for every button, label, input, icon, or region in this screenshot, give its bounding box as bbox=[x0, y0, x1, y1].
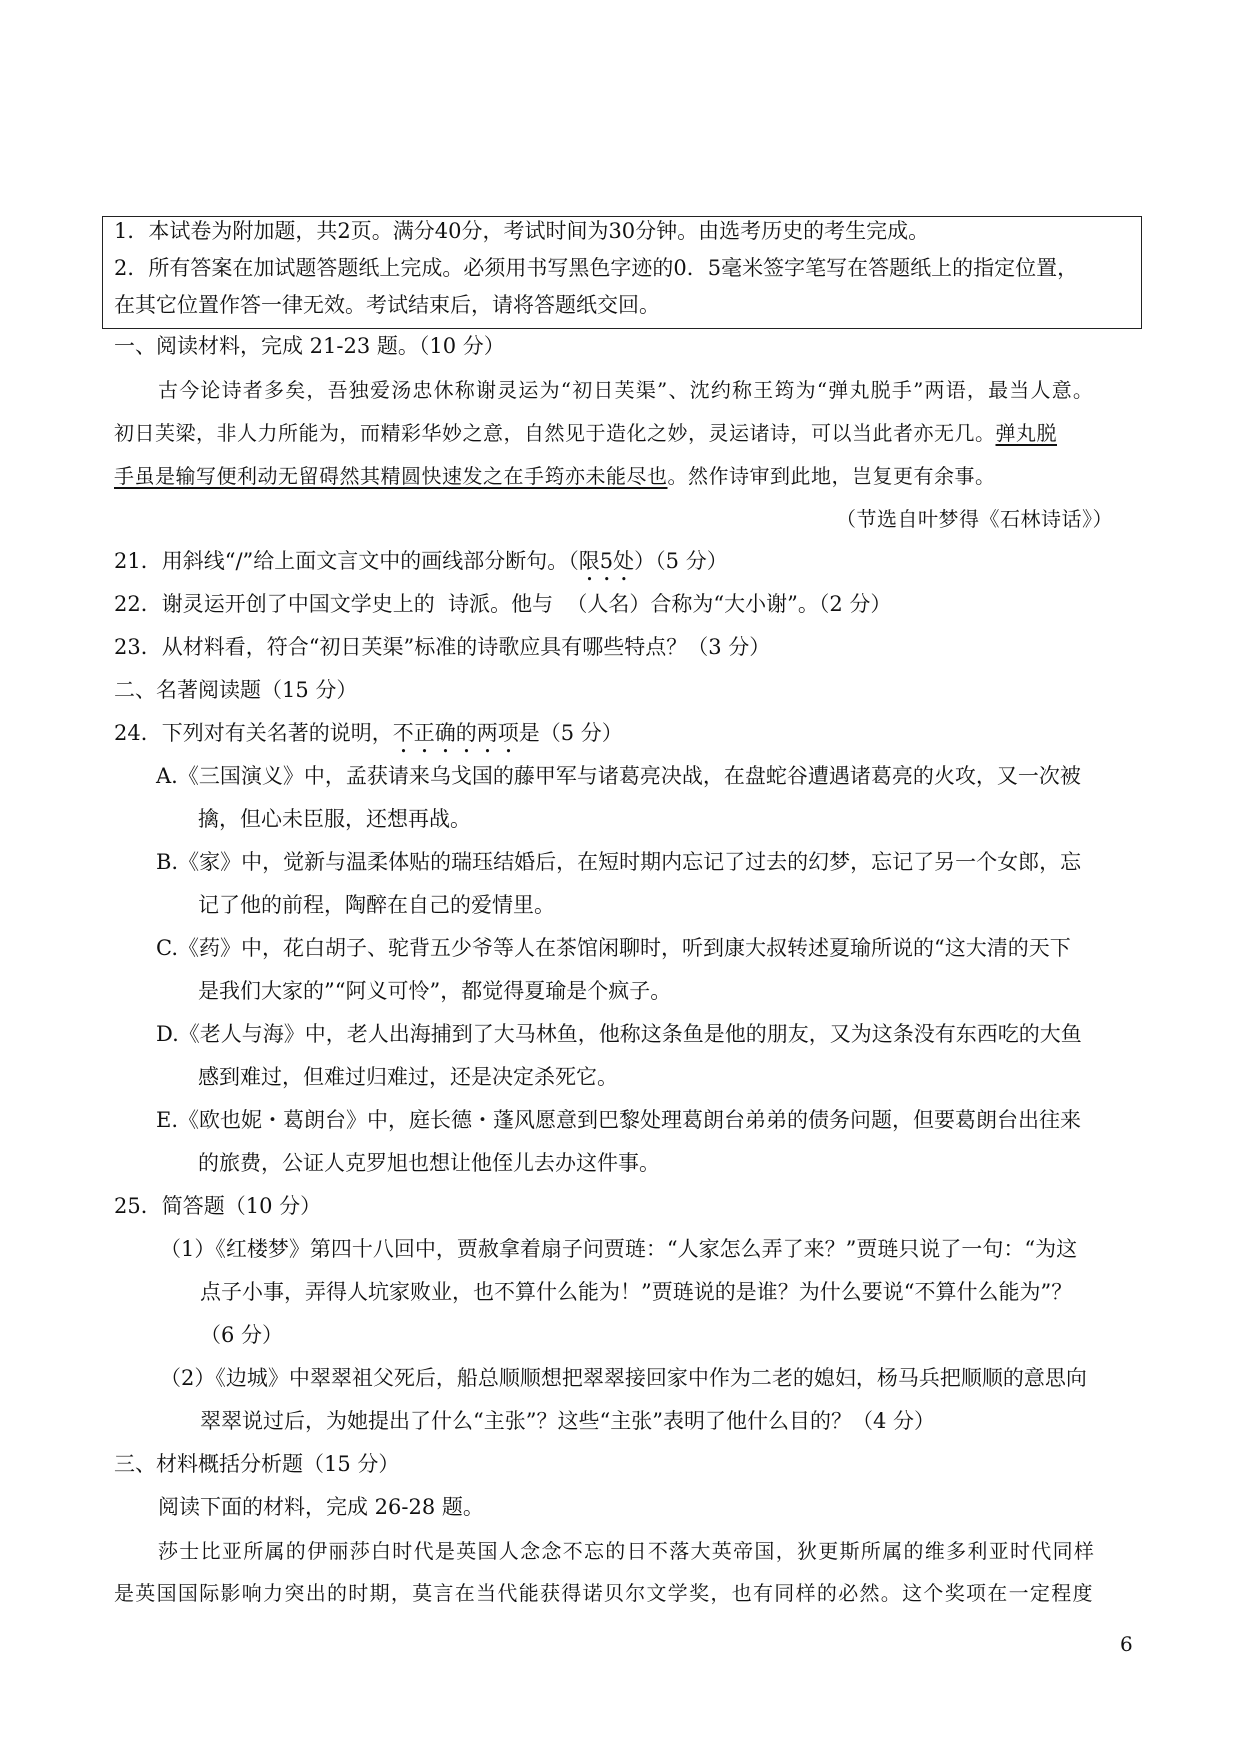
notice-line-2: 2．所有答案在加试题答题纸上完成。必须用书写黑色字迹的0．5毫米签字笔写在答题纸上的指定位置， bbox=[114, 256, 1079, 280]
option-e-line-2: 的旅费，公证人克罗旭也想让他侄儿去办这件事。 bbox=[198, 1151, 660, 1175]
section3-paragraph-line-1: 莎士比亚所属的伊丽莎白时代是英国人念念不忘的日不落大英帝国，狄更斯所属的维多利亚时代同样 bbox=[158, 1539, 1096, 1563]
question-24 bbox=[114, 718, 623, 758]
option-a-line-2: 擒，但心未臣服，还想再战。 bbox=[198, 807, 471, 831]
option-b-line-1: B.《家》中，觉新与温柔体贴的瑞珏结婚后，在短时期内忘记了过去的幻梦，忘记了另一个女郎，忘 bbox=[156, 850, 1082, 874]
q25-2-line-2: 翠翠说过后，为她提出了什么“主张”？这些“主张”表明了他什么目的？（4 分） bbox=[200, 1409, 935, 1433]
question-23: 23．从材料看，符合“初日芙渠”标准的诗歌应具有哪些特点？（3 分） bbox=[114, 635, 771, 659]
section3-heading: 三、材料概括分析题（15 分） bbox=[114, 1452, 400, 1476]
q24-emphasis: 不正确的两项 bbox=[392, 721, 519, 745]
q25-1-line-3: （6 分） bbox=[200, 1323, 284, 1347]
option-c-line-2: 是我们大家的”“阿义可怜”，都觉得夏瑜是个疯子。 bbox=[198, 979, 672, 1003]
passage-source: （节选自叶梦得《石林诗话》） bbox=[836, 507, 1113, 531]
section3-intro: 阅读下面的材料，完成 26-28 题。 bbox=[158, 1495, 484, 1519]
q24-points: 是（5 分） bbox=[518, 721, 623, 745]
section1-heading: 一、阅读材料，完成 21-23 题。（10 分） bbox=[114, 334, 505, 358]
page-number: 6 bbox=[1120, 1632, 1133, 1656]
passage-underlined-rest: 手虽是输写便利动无留碍然其精圆快速发之在手筠亦未能尽也 bbox=[114, 464, 668, 488]
option-c-line-1: C.《药》中，花白胡子、驼背五少爷等人在茶馆闲聊时，听到康大叔转述夏瑜所说的“这大清的天下 bbox=[156, 936, 1071, 960]
question-21 bbox=[114, 546, 728, 586]
passage-line-3 bbox=[114, 461, 996, 491]
option-a-line-1: A.《三国演义》中，孟获请来乌戈国的藤甲军与诸葛亮决战，在盘蛇谷遭遇诸葛亮的火攻，又一次被 bbox=[156, 764, 1081, 788]
option-d-line-1: D.《老人与海》中，老人出海捕到了大马林鱼，他称这条鱼是他的朋友，又为这条没有东西吃的大鱼 bbox=[156, 1022, 1082, 1046]
notice-line-1: 1．本试卷为附加题，共2页。满分40分，考试时间为30分钟。由选考历史的考生完成。 bbox=[114, 219, 930, 243]
question-25: 25．简答题（10 分） bbox=[114, 1194, 322, 1218]
option-e-line-1: E.《欧也妮・葛朗台》中，庭长德・蓬风愿意到巴黎处理葛朗台弟弟的债务问题，但要葛朗台出往来 bbox=[156, 1108, 1082, 1132]
q21-points: ）（5 分） bbox=[634, 549, 728, 573]
q21-emphasis: 限5处 bbox=[578, 549, 635, 573]
passage-line-1: 古今论诗者多矣，吾独爱汤忠休称谢灵运为“初日芙渠”、沈约称王筠为“弹丸脱手”两语，最当人意。 bbox=[158, 378, 1095, 402]
q25-2-line-1: （2）《边城》中翠翠祖父死后，船总顺顺想把翠翠接回家中作为二老的媳妇，杨马兵把顺顺的意思向 bbox=[160, 1366, 1087, 1390]
question-22: 22．谢灵运开创了中国文学史上的 诗派。他与 （人名）合称为“大小谢”。（2 分） bbox=[114, 592, 892, 616]
passage-line-3-plain: 。然作诗审到此地，岂复更有余事。 bbox=[667, 464, 996, 488]
q24-text: 24．下列对有关名著的说明， bbox=[114, 721, 393, 745]
option-d-line-2: 感到难过，但难过归难过，还是决定杀死它。 bbox=[198, 1065, 618, 1089]
q25-1-line-2: 点子小事，弄得人坑家败业，也不算什么能为！”贾琏说的是谁？为什么要说“不算什么能为”？ bbox=[200, 1280, 1073, 1304]
option-b-line-2: 记了他的前程，陶醉在自己的爱情里。 bbox=[198, 893, 555, 917]
section2-heading: 二、名著阅读题（15 分） bbox=[114, 678, 358, 702]
q21-text: 21．用斜线“/”给上面文言文中的画线部分断句。（ bbox=[114, 549, 579, 573]
section3-paragraph-line-2: 是英国国际影响力突出的时期，莫言在当代能获得诺贝尔文学奖，也有同样的必然。这个奖项在一定程度 bbox=[114, 1581, 1094, 1605]
passage-line-2-plain: 初日芙梁，非人力所能为，而精彩华妙之意，自然见于造化之妙，灵运诸诗，可以当此者亦无几。 bbox=[114, 421, 996, 445]
passage-line-2 bbox=[114, 418, 1140, 448]
passage-underlined-start: 弹丸脱 bbox=[995, 421, 1057, 445]
notice-line-3: 在其它位置作答一律无效。考试结束后，请将答题纸交回。 bbox=[114, 293, 660, 317]
q25-1-line-1: （1）《红楼梦》第四十八回中，贾赦拿着扇子问贾琏：“人家怎么弄了来？”贾琏只说了一句：“为这 bbox=[160, 1237, 1078, 1261]
